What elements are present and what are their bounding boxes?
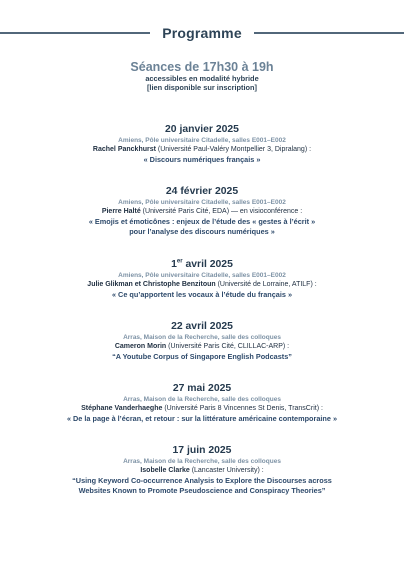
speaker-name: Julie Glikman et Christophe Benzitoun xyxy=(87,281,216,288)
event-place: Amiens, Pôle universitaire Citadelle, salles E001–E002 xyxy=(118,137,286,144)
event-talk-title: « Ce qu’apportent les vocaux à l’étude du français » xyxy=(111,290,293,299)
event-date-ordinal: er xyxy=(176,258,183,265)
event-speaker xyxy=(0,280,404,290)
event-place: Arras, Maison de la Recherche, salle des colloques xyxy=(123,458,281,465)
seances-info xyxy=(0,60,404,92)
event-date: 22 avril 2025 xyxy=(171,321,233,332)
event-talk-title: “Using Keyword Co-occurrence Analysis to Explore the Discourses across xyxy=(72,476,332,485)
event-20-janvier xyxy=(0,123,404,165)
event-date-rest: avril 2025 xyxy=(182,259,233,270)
speaker-name: Pierre Halté xyxy=(101,208,141,215)
speaker-affiliation: (Université Paul-Valéry Montpellier 3, Dipralang) : xyxy=(155,146,312,153)
event-talk-title-cont: pour l’analyse des discours numériques » xyxy=(129,227,275,236)
event-speaker xyxy=(0,207,404,217)
programme-title: Programme xyxy=(162,25,242,41)
speaker-affiliation: (Université Paris 8 Vincennes St Denis, TransCrit) : xyxy=(162,405,323,412)
event-date xyxy=(0,258,404,271)
event-speaker xyxy=(0,145,404,155)
event-talk-title: “A Youtube Corpus of Singapore English Podcasts” xyxy=(112,352,292,361)
event-talk-title: « Emojis et émoticônes : enjeux de l’étude des « gestes à l’écrit » xyxy=(88,217,316,226)
event-place: Amiens, Pôle universitaire Citadelle, salles E001–E002 xyxy=(118,272,286,279)
header-rule-right xyxy=(254,32,404,34)
event-24-fevrier xyxy=(0,185,404,237)
event-date: 27 mai 2025 xyxy=(172,383,232,394)
speaker-affiliation: (Lancaster University) : xyxy=(189,467,264,474)
event-place: Arras, Maison de la Recherche, salle des colloques xyxy=(123,396,281,403)
event-speaker xyxy=(0,466,404,476)
event-place: Amiens, Pôle universitaire Citadelle, salles E001–E002 xyxy=(118,199,286,206)
event-27-mai xyxy=(0,382,404,424)
event-1er-avril xyxy=(0,258,404,300)
speaker-affiliation: (Université Paris Cité, EDA) — en visioconférence : xyxy=(140,208,303,215)
seances-hybrid: accessibles en modalité hybride xyxy=(145,74,259,83)
programme-header xyxy=(0,25,404,41)
event-talk-title-cont: Websites Known to Promote Pseudoscience and Conspiracy Theories” xyxy=(78,486,326,495)
event-talk-title: « De la page à l’écran, et retour : sur la littérature américaine contemporaine » xyxy=(66,414,338,423)
event-17-juin xyxy=(0,444,404,496)
speaker-name: Stéphane Vanderhaeghe xyxy=(81,405,163,412)
speaker-affiliation: (Université Paris Cité, CLILLAC-ARP) : xyxy=(166,343,290,350)
speaker-name: Isobelle Clarke xyxy=(140,467,190,474)
speaker-name: Cameron Morin xyxy=(114,343,167,350)
event-22-avril xyxy=(0,320,404,362)
event-talk-title: « Discours numériques français » xyxy=(143,155,261,164)
event-date: 20 janvier 2025 xyxy=(165,124,239,135)
event-date: 24 février 2025 xyxy=(165,186,239,197)
event-place: Arras, Maison de la Recherche, salle des colloques xyxy=(123,334,281,341)
speaker-affiliation: (Université de Lorraine, ATILF) : xyxy=(215,281,317,288)
event-speaker xyxy=(0,404,404,414)
seances-time: Séances de 17h30 à 19h xyxy=(130,60,274,74)
speaker-name: Rachel Panckhurst xyxy=(92,146,156,153)
header-rule-left xyxy=(0,32,150,34)
event-date-day: 1 xyxy=(171,259,177,270)
seances-link-note: [lien disponible sur inscription] xyxy=(146,83,258,92)
event-speaker xyxy=(0,342,404,352)
event-date: 17 juin 2025 xyxy=(172,445,232,456)
